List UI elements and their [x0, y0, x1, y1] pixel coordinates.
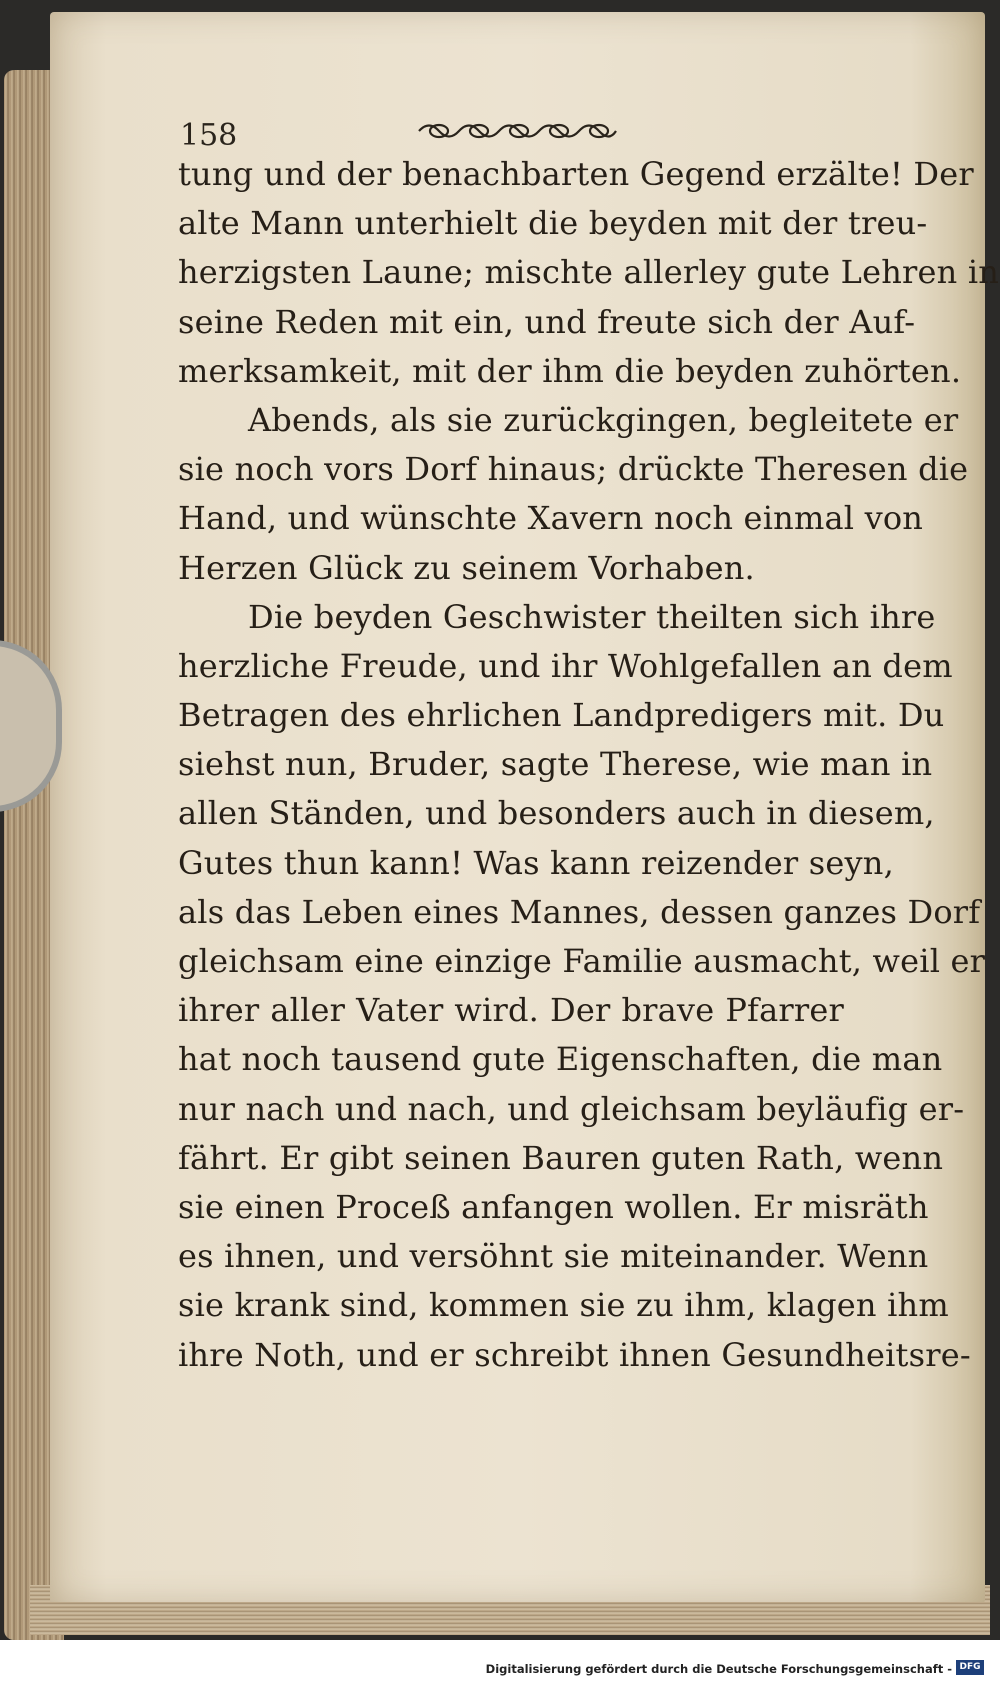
text-line: Herzen Glück zu seinem Vorhaben.: [178, 548, 755, 587]
text-line: als das Leben eines Mannes, dessen ganzes Dorf: [178, 892, 981, 931]
text-line: ihre Noth, und er schreibt ihnen Gesundheitsre-: [178, 1335, 971, 1374]
text-line: es ihnen, und versöhnt sie miteinander. Wenn: [178, 1237, 929, 1276]
text-line: Die beyden Geschwister theilten sich ihre: [248, 597, 936, 636]
footer-credit: Digitalisierung gefördert durch die Deutsche Forschungsgemeinschaft -: [485, 1662, 952, 1676]
text-line: gleichsam eine einzige Familie ausmacht, weil er: [178, 942, 986, 980]
header-ornament: [415, 118, 620, 144]
text-line: Betragen des ehrlichen Landpredigers mit. Du: [178, 696, 945, 735]
text-line: seine Reden mit ein, und freute sich der Auf-: [178, 302, 916, 341]
text-line: merksamkeit, mit der ihm die beyden zuhörten.: [178, 351, 962, 390]
text-line: Gutes thun kann! Was kann reizender seyn,: [178, 843, 894, 882]
text-line: herzigsten Laune; mischte allerley gute Lehren in: [178, 253, 1000, 292]
text-line: sie einen Proceß anfangen wollen. Er misräth: [178, 1187, 929, 1226]
text-line: siehst nun, Bruder, sagte Therese, wie man in: [178, 745, 933, 784]
text-line: tung und der benachbarten Gegend erzälte! Der: [178, 155, 974, 193]
dfg-logo-icon: DFG: [956, 1660, 984, 1675]
text-line: sie krank sind, kommen sie zu ihm, klagen ihm: [178, 1286, 949, 1325]
text-line: sie noch vors Dorf hinaus; drückte Theresen die: [178, 450, 969, 489]
text-line: Hand, und wünschte Xavern noch einmal von: [178, 499, 924, 538]
body-text: [178, 150, 1000, 1380]
text-line: herzliche Freude, und ihr Wohlgefallen an dem: [178, 646, 953, 685]
text-line: ihrer aller Vater wird. Der brave Pfarrer: [178, 991, 844, 1030]
text-line: Abends, als sie zurückgingen, begleitete er: [248, 400, 959, 439]
text-line: nur nach und nach, und gleichsam beyläufig er-: [178, 1089, 965, 1128]
text-line: fährt. Er gibt seinen Bauren guten Rath, wenn: [178, 1138, 944, 1177]
text-line: hat noch tausend gute Eigenschaften, die man: [178, 1040, 943, 1079]
footer: [0, 1640, 1000, 1689]
page-number: 158: [180, 118, 238, 153]
text-line: allen Ständen, und besonders auch in diesem,: [178, 794, 935, 833]
text-line: alte Mann unterhielt die beyden mit der treu-: [178, 204, 928, 243]
